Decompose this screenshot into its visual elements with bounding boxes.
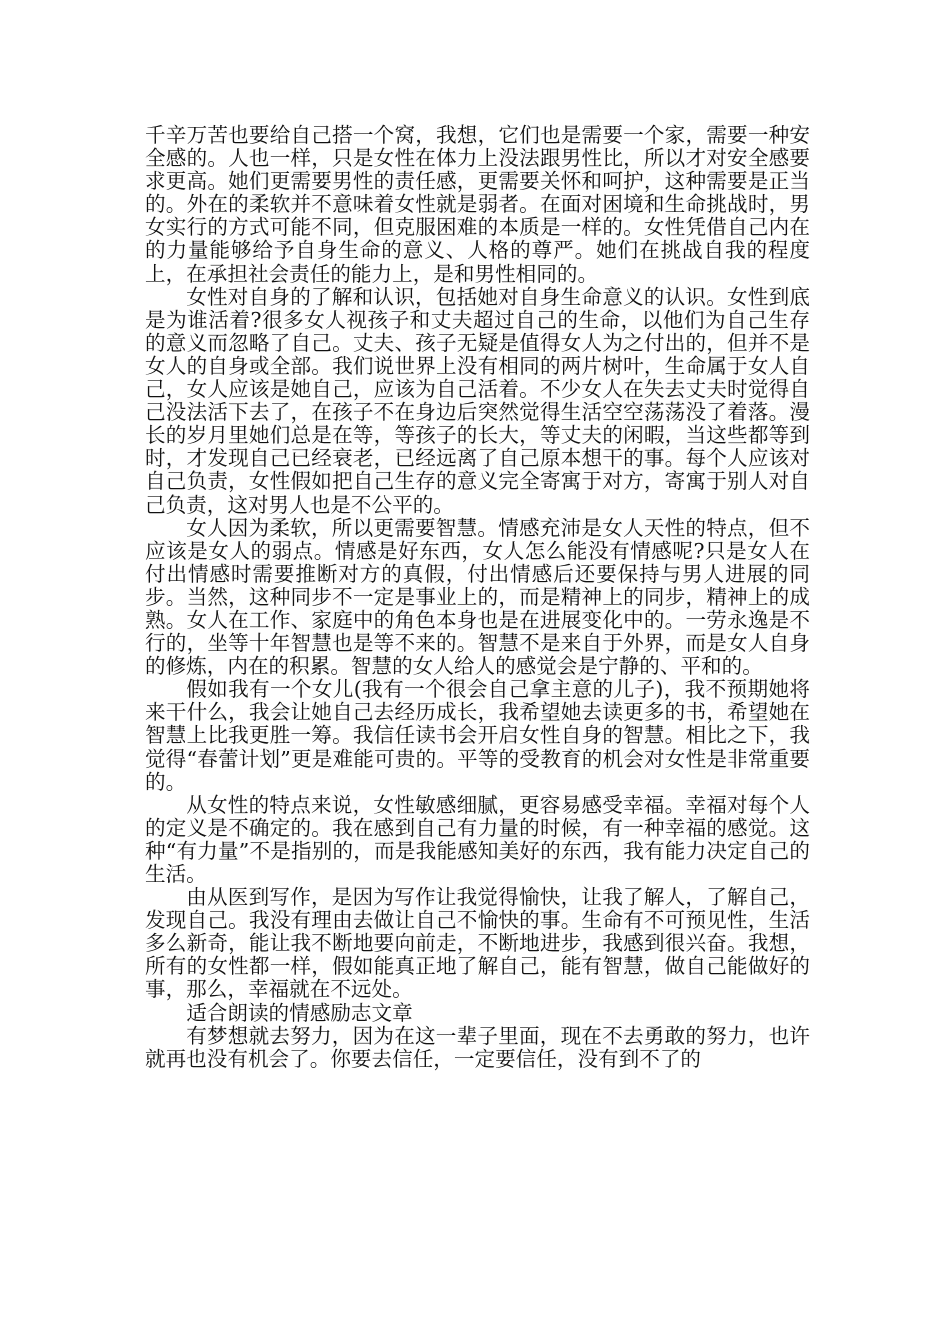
document-page: [145, 124, 810, 1071]
paragraph-4: 假如我有一个女儿(我有一个很会自己拿主意的儿子)，我不预期她将来干什么，我会让她自己去经历成长，我希望她去读更多的书，希望她在智慧上比我更胜一筹。我信任读书会开启女性自身的智慧。相比之下，我觉得“春蕾计划”更是难能可贵的。平等的受教育的机会对女性是非常重要的。: [145, 677, 810, 794]
paragraph-2: 女性对自身的了解和认识，包括她对自身生命意义的认识。女性到底是为谁活着?很多女人视孩子和丈夫超过自己的生命，以他们为自己生存的意义而忽略了自己。丈夫、孩子无疑是值得女人为之付出的，但并不是女人的自身或全部。我们说世界上没有相同的两片树叶，生命属于女人自己，女人应该是她自己，应该为自己活着。不少女人在失去丈夫时觉得自己没法活下去了，在孩子不在身边后突然觉得生活空空荡荡没了着落。漫长的岁月里她们总是在等，等孩子的长大，等丈夫的闲暇，当这些都等到时，才发现自己已经衰老，已经远离了自己原本想干的事。每个人应该对自己负责，女性假如把自己生存的意义完全寄寓于对方，寄寓于别人对自己负责，这对男人也是不公平的。: [145, 284, 810, 517]
paragraph-3: 女人因为柔软，所以更需要智慧。情感充沛是女人天性的特点，但不应该是女人的弱点。情感是好东西，女人怎么能没有情感呢?只是女人在付出情感时需要推断对方的真假，付出情感后还要保持与男人进展的同步。当然，这种同步不一定是事业上的，而是精神上的同步，精神上的成熟。女人在工作、家庭中的角色本身也是在进展变化中的。一劳永逸是不行的，坐等十年智慧也是等不来的。智慧不是来自于外界，而是女人自身的修炼，内在的积累。智慧的女人给人的感觉会是宁静的、平和的。: [145, 515, 810, 679]
paragraph-7: 有梦想就去努力，因为在这一辈子里面，现在不去勇敢的努力，也许就再也没有机会了。你要去信任，一定要信任，没有到不了的: [145, 1023, 810, 1071]
section-heading: 适合朗读的情感励志文章: [186, 1000, 413, 1025]
paragraph-5: 从女性的特点来说，女性敏感细腻，更容易感受幸福。幸福对每个人的定义是不确定的。我在感到自己有力量的时候，有一种幸福的感觉。这种“有力量”不是指别的，而是我能感知美好的东西，我有能力决定自己的生活。: [145, 792, 810, 886]
paragraph-1: 千辛万苦也要给自己搭一个窝，我想，它们也是需要一个家，需要一种安全感的。人也一样，只是女性在体力上没法跟男性比，所以才对安全感要求更高。她们更需要男性的责任感，更需要关怀和呵护，这种需要是正当的。外在的柔软并不意味着女性就是弱者。在面对困境和生命挑战时，男女实行的方式可能不同，但克服困难的本质是一样的。女性凭借自己内在的力量能够给予自身生命的意义、人格的尊严。她们在挑战自我的程度上，在承担社会责任的能力上，是和男性相同的。: [145, 123, 810, 286]
paragraph-6: 由从医到写作，是因为写作让我觉得愉快，让我了解人，了解自己，发现自己。我没有理由去做让自己不愉快的事。生命有不可预见性，生活多么新奇，能让我不断地要向前走，不断地进步，我感到很兴奋。我想，所有的女性都一样，假如能真正地了解自己，能有智慧，做自己能做好的事，那么，幸福就在不远处。: [145, 885, 810, 1002]
